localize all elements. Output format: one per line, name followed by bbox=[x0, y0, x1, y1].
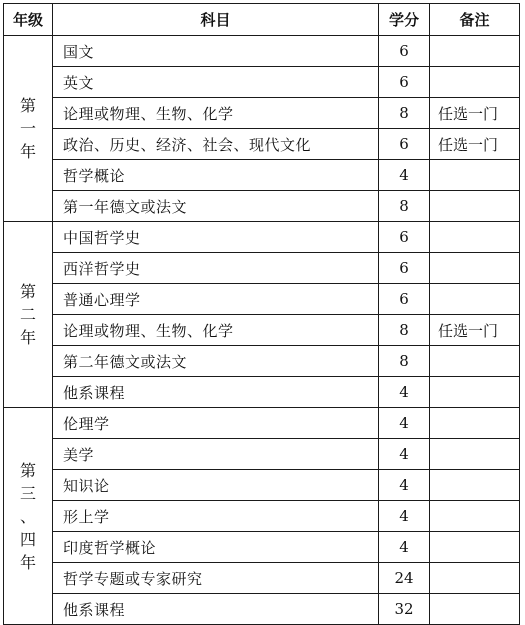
curriculum-table bbox=[3, 3, 520, 625]
year-cell bbox=[4, 222, 53, 408]
table-row bbox=[4, 222, 520, 253]
subject-cell: 形上学 bbox=[53, 501, 379, 532]
credit-cell: 8 bbox=[379, 191, 430, 222]
table-row bbox=[4, 563, 520, 594]
note-cell bbox=[430, 36, 520, 67]
note-cell bbox=[430, 439, 520, 470]
year-char: 、 bbox=[19, 506, 36, 526]
table-row bbox=[4, 36, 520, 67]
note-cell bbox=[430, 67, 520, 98]
subject-cell: 英文 bbox=[53, 67, 379, 98]
header-subject: 科目 bbox=[53, 4, 379, 36]
note-cell bbox=[430, 222, 520, 253]
subject-cell: 论理或物理、生物、化学 bbox=[53, 315, 379, 346]
note-cell: 任选一门 bbox=[430, 129, 520, 160]
credit-cell: 4 bbox=[379, 470, 430, 501]
credit-cell: 8 bbox=[379, 315, 430, 346]
table-row bbox=[4, 408, 520, 439]
credit-cell: 32 bbox=[379, 594, 430, 625]
subject-cell: 印度哲学概论 bbox=[53, 532, 379, 563]
note-cell bbox=[430, 191, 520, 222]
header-note: 备注 bbox=[430, 4, 520, 36]
table-row bbox=[4, 98, 520, 129]
table-row bbox=[4, 253, 520, 284]
note-cell bbox=[430, 594, 520, 625]
table-row bbox=[4, 377, 520, 408]
table-row bbox=[4, 501, 520, 532]
subject-cell: 他系课程 bbox=[53, 377, 379, 408]
note-cell: 任选一门 bbox=[430, 315, 520, 346]
header-year: 年级 bbox=[4, 4, 53, 36]
year-char: 第 bbox=[19, 460, 36, 480]
note-cell bbox=[430, 532, 520, 563]
subject-cell: 普通心理学 bbox=[53, 284, 379, 315]
header-row bbox=[4, 4, 520, 36]
table-row bbox=[4, 470, 520, 501]
subject-cell: 西洋哲学史 bbox=[53, 253, 379, 284]
credit-cell: 4 bbox=[379, 439, 430, 470]
credit-cell: 4 bbox=[379, 501, 430, 532]
year-char: 一 bbox=[19, 119, 36, 138]
note-cell bbox=[430, 377, 520, 408]
credit-cell: 4 bbox=[379, 532, 430, 563]
note-cell bbox=[430, 346, 520, 377]
year-cell bbox=[4, 36, 53, 222]
credit-cell: 6 bbox=[379, 36, 430, 67]
year-char: 四 bbox=[19, 529, 36, 549]
credit-cell: 4 bbox=[379, 160, 430, 191]
table-row bbox=[4, 191, 520, 222]
curriculum-table-wrapper bbox=[3, 3, 520, 625]
note-cell: 任选一门 bbox=[430, 98, 520, 129]
subject-cell: 知识论 bbox=[53, 470, 379, 501]
subject-cell: 政治、历史、经济、社会、现代文化 bbox=[53, 129, 379, 160]
note-cell bbox=[430, 501, 520, 532]
subject-cell: 伦理学 bbox=[53, 408, 379, 439]
note-cell bbox=[430, 470, 520, 501]
note-cell bbox=[430, 253, 520, 284]
table-row bbox=[4, 160, 520, 191]
header-credit: 学分 bbox=[379, 4, 430, 36]
table-row bbox=[4, 315, 520, 346]
subject-cell: 哲学专题或专家研究 bbox=[53, 563, 379, 594]
subject-cell: 他系课程 bbox=[53, 594, 379, 625]
subject-cell: 国文 bbox=[53, 36, 379, 67]
year-char: 第 bbox=[19, 282, 36, 301]
subject-cell: 第二年德文或法文 bbox=[53, 346, 379, 377]
year-char: 年 bbox=[19, 328, 36, 347]
credit-cell: 4 bbox=[379, 408, 430, 439]
table-row bbox=[4, 439, 520, 470]
credit-cell: 6 bbox=[379, 253, 430, 284]
subject-cell: 美学 bbox=[53, 439, 379, 470]
table-row bbox=[4, 532, 520, 563]
credit-cell: 24 bbox=[379, 563, 430, 594]
credit-cell: 6 bbox=[379, 284, 430, 315]
table-row bbox=[4, 129, 520, 160]
year-char: 年 bbox=[19, 142, 36, 161]
table-row bbox=[4, 346, 520, 377]
year-char: 第 bbox=[19, 96, 36, 115]
credit-cell: 6 bbox=[379, 129, 430, 160]
credit-cell: 8 bbox=[379, 98, 430, 129]
credit-cell: 4 bbox=[379, 377, 430, 408]
note-cell bbox=[430, 563, 520, 594]
credit-cell: 6 bbox=[379, 67, 430, 98]
credit-cell: 6 bbox=[379, 222, 430, 253]
year-char: 年 bbox=[19, 552, 36, 572]
note-cell bbox=[430, 284, 520, 315]
year-char: 二 bbox=[19, 305, 36, 324]
table-row bbox=[4, 67, 520, 98]
subject-cell: 第一年德文或法文 bbox=[53, 191, 379, 222]
subject-cell: 中国哲学史 bbox=[53, 222, 379, 253]
credit-cell: 8 bbox=[379, 346, 430, 377]
note-cell bbox=[430, 408, 520, 439]
table-body bbox=[4, 36, 520, 625]
table-row bbox=[4, 594, 520, 625]
year-cell bbox=[4, 408, 53, 625]
table-row bbox=[4, 284, 520, 315]
note-cell bbox=[430, 160, 520, 191]
subject-cell: 论理或物理、生物、化学 bbox=[53, 98, 379, 129]
year-char: 三 bbox=[19, 483, 36, 503]
subject-cell: 哲学概论 bbox=[53, 160, 379, 191]
